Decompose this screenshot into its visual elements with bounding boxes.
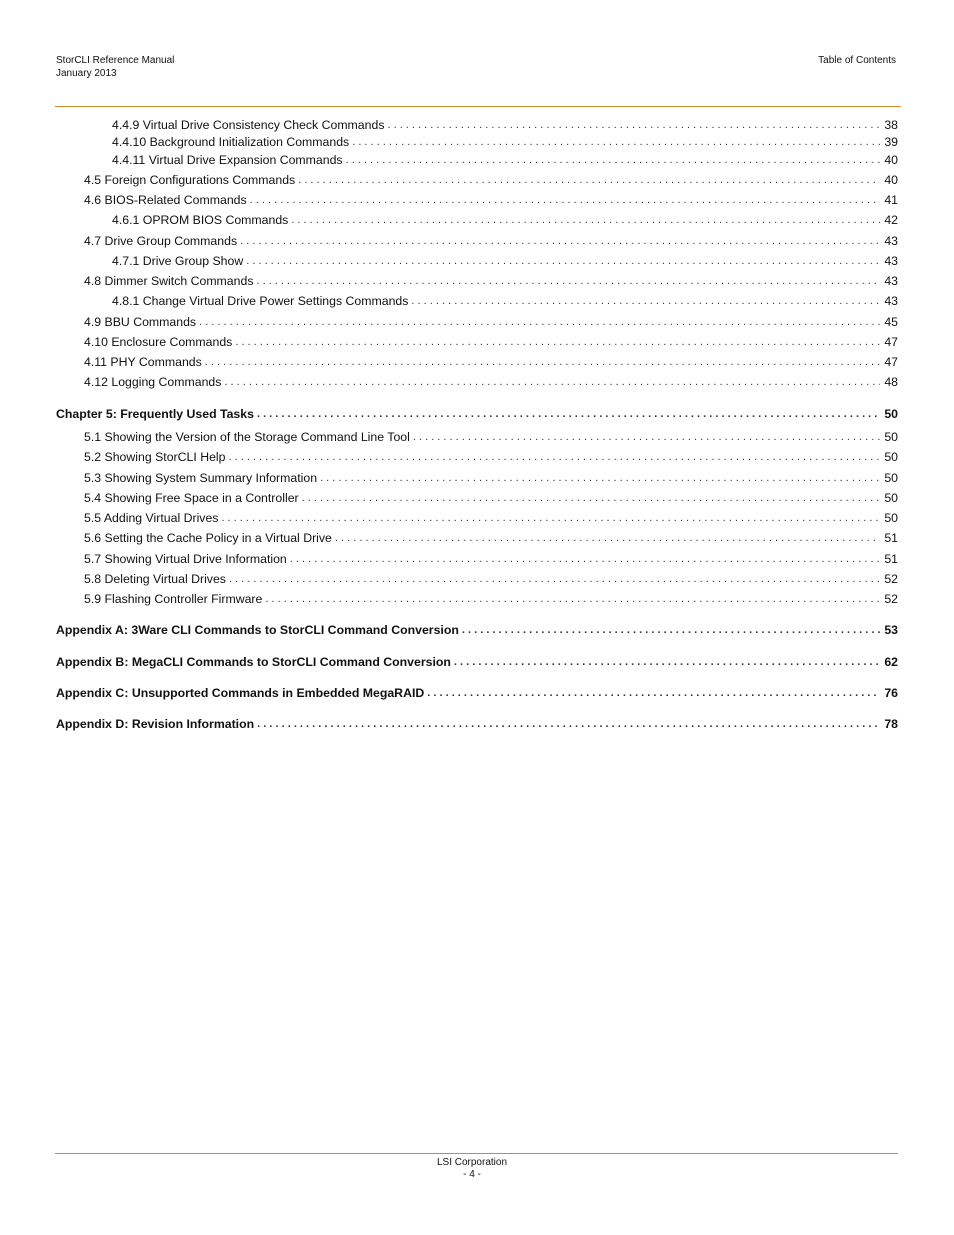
toc-entry-page: 50 (884, 471, 898, 485)
toc-dot-leader (224, 374, 880, 390)
toc-dot-leader (387, 117, 880, 133)
toc-entry-title: 4.7 Drive Group Commands (84, 234, 238, 248)
toc-entry[interactable] (56, 251, 898, 269)
toc-entry-page: 51 (884, 531, 898, 545)
page-footer (0, 1157, 944, 1181)
toc-entry-page: 50 (884, 430, 898, 444)
footer-page-number: - 4 - (463, 1169, 481, 1180)
toc-entry-page: 50 (884, 450, 898, 464)
toc-dot-leader (250, 192, 881, 208)
header-divider (55, 106, 901, 107)
toc-dot-leader (221, 510, 880, 526)
toc-entry-page: 50 (884, 511, 898, 525)
toc-dot-leader (229, 449, 881, 465)
toc-entry[interactable] (56, 468, 898, 486)
toc-entry-title: 4.6 BIOS-Related Commands (84, 193, 247, 207)
toc-dot-leader (454, 654, 880, 670)
toc-entry-page: 52 (884, 592, 898, 606)
document-date: January 2013 (56, 68, 117, 79)
toc-entry[interactable] (56, 150, 898, 168)
toc-dot-leader (291, 212, 880, 228)
toc-entry[interactable] (56, 488, 898, 506)
toc-entry-title: 4.12 Logging Commands (84, 375, 222, 389)
toc-entry-page: 43 (884, 294, 898, 308)
footer-divider (55, 1153, 898, 1154)
toc-entry[interactable] (56, 620, 898, 638)
toc-entry[interactable] (56, 132, 898, 150)
toc-entry-page: 76 (884, 686, 898, 700)
toc-entry-page: 40 (884, 173, 898, 187)
toc-dot-leader (257, 716, 880, 732)
toc-entry[interactable] (56, 569, 898, 587)
toc-entry[interactable] (56, 372, 898, 390)
toc-entry-page: 45 (884, 315, 898, 329)
toc-entry-page: 53 (884, 623, 898, 637)
toc-entry-title: 5.9 Flashing Controller Firmware (84, 592, 263, 606)
toc-dot-leader (235, 334, 880, 350)
toc-entry-title: 5.2 Showing StorCLI Help (84, 450, 226, 464)
toc-entry-title: Appendix A: 3Ware CLI Commands to StorCLI Command Conversion (56, 623, 459, 637)
toc-dot-leader (199, 314, 880, 330)
footer-company: LSI Corporation (436, 1157, 508, 1168)
toc-entry-title: 4.11 PHY Commands (84, 355, 202, 369)
toc-dot-leader (205, 354, 881, 370)
toc-dot-leader (335, 530, 880, 546)
toc-dot-leader (411, 293, 880, 309)
toc-entry[interactable] (56, 332, 898, 350)
toc-dot-leader (265, 591, 880, 607)
toc-dot-leader (352, 134, 880, 150)
toc-dot-leader (246, 253, 880, 269)
toc-dot-leader (346, 152, 881, 168)
toc-entry-title: 4.10 Enclosure Commands (84, 335, 233, 349)
toc-entry-page: 47 (884, 355, 898, 369)
toc-entry-title: Appendix C: Unsupported Commands in Embedded MegaRAID (56, 686, 425, 700)
toc-entry-page: 42 (884, 213, 898, 227)
toc-entry[interactable] (56, 271, 898, 289)
toc-entry[interactable] (56, 352, 898, 370)
toc-entry[interactable] (56, 291, 898, 309)
toc-entry-page: 62 (884, 655, 898, 669)
toc-entry-title: Chapter 5: Frequently Used Tasks (56, 407, 254, 421)
toc-entry[interactable] (56, 190, 898, 208)
toc-entry-title: 4.5 Foreign Configurations Commands (84, 173, 296, 187)
toc-dot-leader (302, 490, 881, 506)
toc-entry-title: 5.5 Adding Virtual Drives (84, 511, 219, 525)
toc-entry-page: 43 (884, 254, 898, 268)
toc-entry-title: 4.4.10 Background Initialization Commands (112, 135, 350, 149)
toc-entry-page: 38 (884, 118, 898, 132)
toc-dot-leader (257, 406, 880, 422)
toc-entry[interactable] (56, 652, 898, 670)
toc-entry-title: 5.8 Deleting Virtual Drives (84, 572, 226, 586)
toc-entry[interactable] (56, 115, 898, 133)
toc-entry-page: 51 (884, 552, 898, 566)
toc-dot-leader (427, 685, 880, 701)
toc-entry[interactable] (56, 714, 898, 732)
toc-entry[interactable] (56, 170, 898, 188)
toc-entry-page: 78 (884, 717, 898, 731)
toc-entry-page: 40 (884, 153, 898, 167)
toc-entry[interactable] (56, 528, 898, 546)
toc-entry-title: 5.3 Showing System Summary Information (84, 471, 318, 485)
toc-entry-page: 43 (884, 274, 898, 288)
toc-entry-page: 50 (884, 407, 898, 421)
toc-entry[interactable] (56, 683, 898, 701)
toc-entry[interactable] (56, 312, 898, 330)
toc-dot-leader (413, 429, 880, 445)
toc-entry[interactable] (56, 589, 898, 607)
toc-entry-page: 48 (884, 375, 898, 389)
running-header-right (818, 54, 896, 67)
document-title: StorCLI Reference Manual (56, 55, 175, 66)
toc-dot-leader (240, 233, 880, 249)
toc-dot-leader (290, 551, 881, 567)
toc-entry-title: 4.4.9 Virtual Drive Consistency Check Commands (112, 118, 385, 132)
toc-dot-leader (229, 571, 880, 587)
toc-entry-title: 5.4 Showing Free Space in a Controller (84, 491, 299, 505)
toc-entry-title: 5.7 Showing Virtual Drive Information (84, 552, 287, 566)
toc-dot-leader (298, 172, 880, 188)
toc-entry[interactable] (56, 447, 898, 465)
running-header-left (56, 54, 174, 80)
toc-entry-title: 4.6.1 OPROM BIOS Commands (112, 213, 289, 227)
toc-entry-page: 41 (884, 193, 898, 207)
toc-entry[interactable] (56, 508, 898, 526)
toc-entry-page: 39 (884, 135, 898, 149)
toc-entry-title: 5.1 Showing the Version of the Storage Command Line Tool (84, 430, 410, 444)
toc-entry-title: 4.9 BBU Commands (84, 315, 197, 329)
toc-entry-title: Appendix D: Revision Information (56, 717, 255, 731)
toc-dot-leader (256, 273, 880, 289)
toc-dot-leader (462, 622, 880, 638)
toc-entry[interactable] (56, 427, 898, 445)
toc-entry-title: 4.7.1 Drive Group Show (112, 254, 244, 268)
toc-entry[interactable] (56, 231, 898, 249)
toc-entry-title: 4.8.1 Change Virtual Drive Power Settings Commands (112, 294, 409, 308)
toc-entry-page: 50 (884, 491, 898, 505)
toc-dot-leader (320, 470, 880, 486)
toc-entry-page: 52 (884, 572, 898, 586)
toc-entry[interactable] (56, 549, 898, 567)
toc-entry-page: 47 (884, 335, 898, 349)
toc-entry[interactable] (56, 404, 898, 422)
toc-entry-title: 4.4.11 Virtual Drive Expansion Commands (112, 153, 343, 167)
toc-entry-title: 4.8 Dimmer Switch Commands (84, 274, 254, 288)
section-title: Table of Contents (818, 55, 896, 66)
toc-entry-page: 43 (884, 234, 898, 248)
toc-entry-title: Appendix B: MegaCLI Commands to StorCLI Command Conversion (56, 655, 451, 669)
toc-entry-title: 5.6 Setting the Cache Policy in a Virtual Drive (84, 531, 332, 545)
toc-entry[interactable] (56, 210, 898, 228)
